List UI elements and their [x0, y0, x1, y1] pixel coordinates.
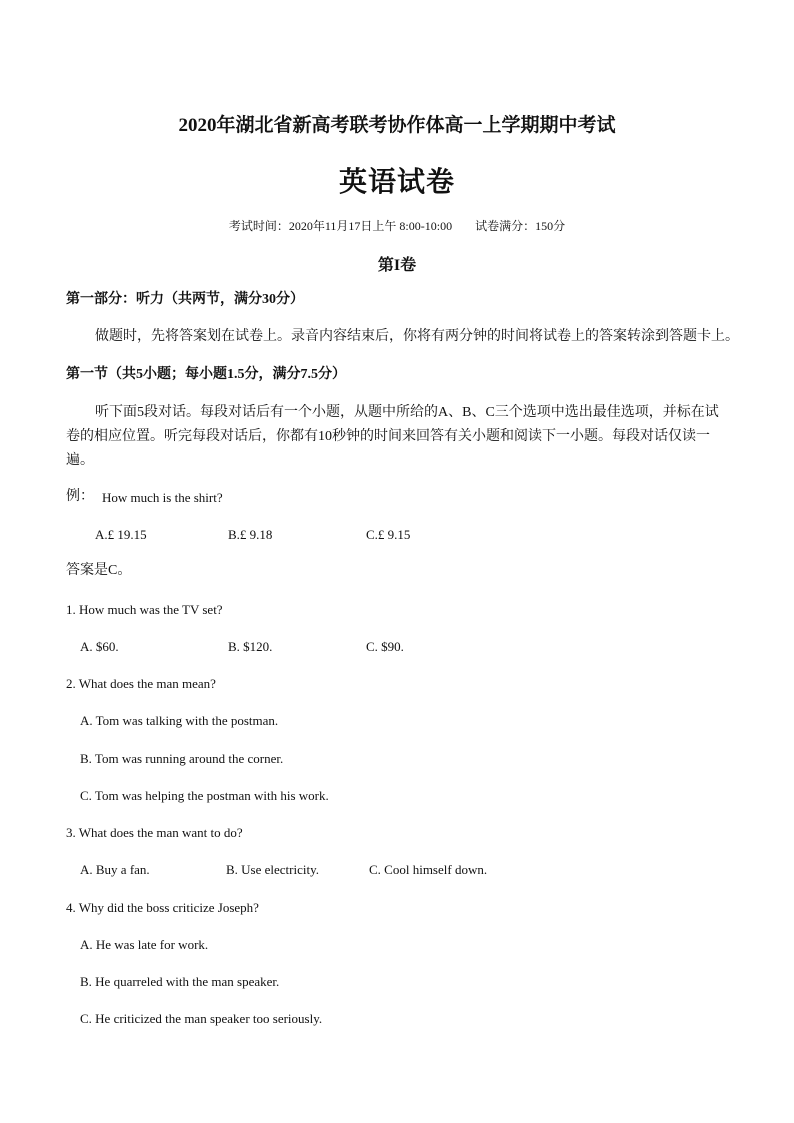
question-1-option-c: C. $90. [366, 639, 404, 654]
example-option-a: A.£ 19.15 [95, 527, 147, 542]
question-2-option-a: A. Tom was talking with the postman. [80, 713, 279, 728]
full-score: 试卷满分：150分 [475, 219, 566, 233]
question-4-stem: 4. Why did the boss criticize Joseph? [66, 900, 259, 915]
question-2-option-c: C. Tom was helping the postman with his work. [80, 788, 329, 803]
question-2-option-b: B. Tom was running around the corner. [80, 751, 284, 766]
section1-instruction: 听下面5段对话。每段对话后有一个小题，从题中所给的A、B、C三个选项中选出最佳选项，并标在试卷的相应位置。听完每段对话后，你都有10秒钟的时间来回答有关小题和阅读下一小题。每段对话仅读一遍。 [66, 405, 719, 468]
question-1-option-a: A. $60. [80, 639, 119, 654]
section1-heading: 第一节（共5小题；每小题1.5分，满分7.5分） [66, 367, 346, 382]
example-option-b: B.£ 9.18 [228, 527, 273, 542]
example-option-c: C.£ 9.15 [366, 527, 411, 542]
question-3-option-b: B. Use electricity. [226, 862, 320, 877]
subject-title: 英语试卷 [338, 167, 455, 198]
example-answer: 答案是C。 [66, 563, 132, 578]
question-3-stem: 3. What does the man want to do? [66, 825, 243, 840]
question-3-option-c: C. Cool himself down. [369, 862, 488, 877]
part1-heading: 第一部分：听力（共两节，满分30分） [66, 292, 304, 307]
exam-title: 2020年湖北省新高考联考协作体高一上学期期中考试 [178, 115, 616, 136]
question-1-stem: 1. How much was the TV set? [66, 602, 223, 617]
part1-instruction: 做题时，先将答案划在试卷上。录音内容结束后，你将有两分钟的时间将试卷上的答案转涂到答题卡上。 [95, 329, 739, 344]
example-question: How much is the shirt? [102, 490, 223, 505]
question-4-option-a: A. He was late for work. [80, 937, 209, 952]
question-3-option-a: A. Buy a fan. [80, 862, 150, 877]
question-1-option-b: B. $120. [228, 639, 273, 654]
example-prefix: 例： [66, 489, 94, 504]
question-4-option-c: C. He criticized the man speaker too seriously. [80, 1011, 323, 1026]
question-4-option-b: B. He quarreled with the man speaker. [80, 974, 280, 989]
exam-info [0, 219, 794, 233]
question-2-stem: 2. What does the man mean? [66, 676, 216, 691]
volume-label: 第I卷 [377, 257, 417, 274]
exam-time: 考试时间：2020年11月17日上午 8:00-10:00 [228, 219, 453, 233]
